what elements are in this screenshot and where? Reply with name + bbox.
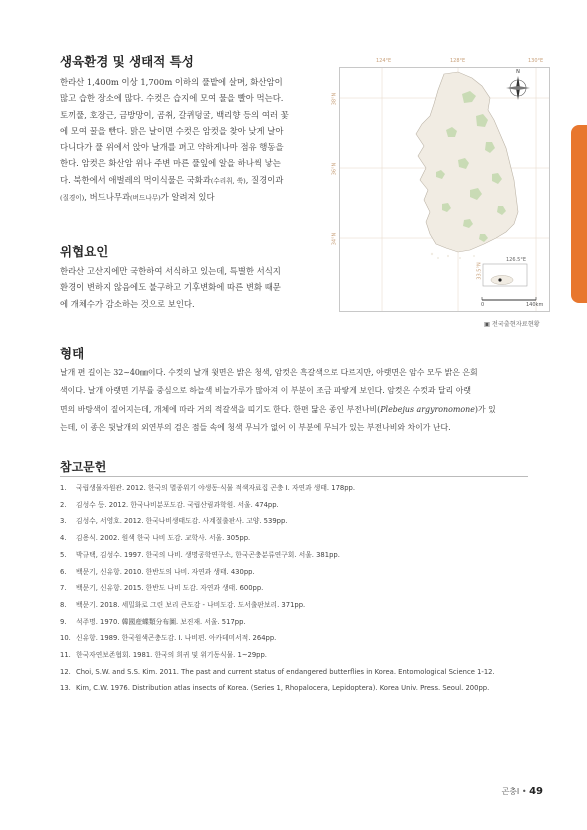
reference-number: 4. xyxy=(60,534,67,543)
habitat-line: 많고 습한 장소에 많다. 수컷은 습지에 모여 물을 빨아 먹는다. xyxy=(60,93,284,104)
map-caption-text: 전국출현자료현황 xyxy=(491,321,540,328)
map-caption xyxy=(484,319,540,328)
lat-label: 38°N xyxy=(331,92,338,106)
habitat-heading: 생육환경 및 생태적 특성 xyxy=(60,54,194,69)
lat-label: 34°N xyxy=(331,232,338,246)
inset-lon-label: 126.5°E xyxy=(506,257,526,263)
habitat-line: 다니다가 풀 위에서 앉아 날개를 펴고 약하게나마 점유 행동을 xyxy=(60,142,284,153)
scale-bar xyxy=(482,297,536,300)
page-number: 49 xyxy=(529,786,543,797)
north-label: N xyxy=(516,69,520,75)
reference-number: 6. xyxy=(60,567,67,576)
scientific-name: Plebejus argyronomone xyxy=(380,404,475,414)
habitat-plant-note: (수리취, 쑥) xyxy=(210,176,246,185)
reference-text: 백문기, 신유항. 2010. 한반도의 나비. 자연과 생태. 430pp. xyxy=(76,567,255,576)
threat-heading: 위협요인 xyxy=(60,244,109,259)
reference-text: 김용식. 2002. 원색 한국 나비 도감. 교학사. 서울. 305pp. xyxy=(76,534,251,543)
chapter-tab xyxy=(571,125,587,303)
reference-item xyxy=(60,630,495,647)
scale-start-label: 0 xyxy=(481,302,485,308)
lon-label: 128°E xyxy=(450,58,466,64)
habitat-line: 한라산 1,400m 이상 1,700m 이하의 풀밭에 살며, 화산암이 xyxy=(60,77,283,87)
threat-line: 한라산 고산지에만 국한하여 서식하고 있는데, 특별한 서식지 xyxy=(60,266,281,276)
habitat-plant-note: (버드나무) xyxy=(130,194,161,203)
reference-item xyxy=(60,547,495,564)
habitat-line xyxy=(60,172,289,189)
distribution-map xyxy=(331,58,550,312)
reference-text: 백문기. 2018. 세밀화로 그린 보리 큰도감 - 나비도감. 도서출판보리. 371pp. xyxy=(76,600,306,609)
reference-item xyxy=(60,647,495,664)
habitat-line: 에 모여 꿀을 빤다. 맑은 날이면 수컷은 암컷을 찾아 낮게 날아 xyxy=(60,125,284,136)
reference-text: 국립생물자원관. 2012. 한국의 멸종위기 야생동·식물 적색자료집 곤충 I. 자연과 생태. 178pp. xyxy=(76,484,356,492)
morphology-paragraph xyxy=(60,364,496,437)
jeju-island xyxy=(491,276,513,285)
morphology-line-text: )가 있 xyxy=(474,404,496,414)
lon-label: 124°E xyxy=(376,58,392,64)
reference-text: 김성수, 서영호. 2012. 한국나비생태도감. 사계절출판사. 고양. 539pp. xyxy=(76,517,288,526)
reference-item xyxy=(60,480,495,497)
reference-item xyxy=(60,564,495,581)
morphology-heading: 형태 xyxy=(60,346,85,361)
reference-number: 12. xyxy=(60,667,71,676)
reference-number: 8. xyxy=(60,600,67,609)
reference-number: 2. xyxy=(60,500,67,509)
scale-end-label: 140km xyxy=(526,302,544,308)
habitat-line xyxy=(60,189,289,206)
inset-lat-label: 33.5°N xyxy=(476,262,483,280)
island xyxy=(437,257,439,259)
reference-item xyxy=(60,614,495,631)
lat-label: 36°N xyxy=(331,162,338,176)
habitat-line-text: , 질경이과 xyxy=(245,174,284,185)
habitat-line: 토끼풀, 호장근, 금방망이, 곰취, 갈퀴덩굴, 백리향 등의 여러 꽃 xyxy=(60,109,289,120)
habitat-line-text: 다. 북한에서 애벌레의 먹이식물은 국화과 xyxy=(60,174,211,185)
north-arrow-icon xyxy=(506,76,530,100)
reference-number: 1. xyxy=(60,484,67,492)
reference-item xyxy=(60,664,495,681)
reference-text: 김성수 등. 2012. 한국나비분포도감. 국립산림과학원. 서울. 474pp. xyxy=(76,500,279,509)
island xyxy=(459,257,461,259)
reference-number: 11. xyxy=(60,651,71,660)
references-divider xyxy=(60,476,528,477)
references-list xyxy=(60,480,495,697)
reference-number: 7. xyxy=(60,584,67,593)
reference-text: 석주명. 1970. 韓國産蝶類分布圖. 보진재. 서울. 517pp. xyxy=(76,617,246,626)
threat-line: 에 개체수가 감소하는 것으로 보인다. xyxy=(60,298,195,309)
threat-paragraph xyxy=(60,263,281,312)
reference-text: 백문기, 신유항. 2015. 한반도 나비 도감. 자연과 생태. 600pp. xyxy=(76,584,264,593)
references-heading: 참고문헌 xyxy=(60,460,107,474)
footer-separator: • xyxy=(521,787,527,796)
reference-item xyxy=(60,497,495,514)
habitat-line: 한다. 암컷은 화산암 위나 주변 마른 풀잎에 알을 하나씩 낳는 xyxy=(60,158,281,169)
island xyxy=(431,253,433,255)
reference-item xyxy=(60,597,495,614)
reference-text: 신유항. 1989. 한국원색곤충도감. I. 나비편. 아카데미서적. 264pp. xyxy=(76,634,277,643)
habitat-line-text: , 버드나무과 xyxy=(84,192,131,203)
reference-item xyxy=(60,513,495,530)
island xyxy=(473,255,475,257)
morphology-line: 날개 편 길이는 32~40㎜이다. 수컷의 날개 윗면은 밝은 청색, 암컷은 흑갈색으로 다르지만, 아랫면은 암수 모두 밝은 은회 xyxy=(60,368,478,377)
island xyxy=(447,255,449,257)
reference-text: Choi, S.W. and S.S. Kim. 2011. The past and current status of endangered butterflies in Korea. Entomological Science 1-12. xyxy=(76,667,495,676)
habitat-paragraph xyxy=(60,74,289,206)
reference-number: 10. xyxy=(60,634,71,643)
morphology-line-text: 면의 바탕색이 짙어지는데, 개체에 따라 거의 적갈색을 띠기도 한다. 한편 닮은 종인 부전나비( xyxy=(60,404,381,414)
reference-item xyxy=(60,680,495,697)
reference-number: 13. xyxy=(60,684,71,693)
reference-number: 9. xyxy=(60,617,67,626)
morphology-line: 색이다. 날개 아랫면 기부를 중심으로 하늘색 비늘가루가 많아져 이 부분이 조금 파랗게 보인다. 암컷은 수컷과 달리 아랫 xyxy=(60,386,472,396)
morphology-line xyxy=(60,401,496,419)
reference-item xyxy=(60,580,495,597)
morphology-line: 는데, 이 종은 뒷날개의 외연부의 검은 점들 속에 청색 무늬가 없어 이 부분에 무늬가 있는 부전나비와 차이가 난다. xyxy=(60,422,451,432)
page-footer xyxy=(501,786,543,797)
reference-number: 3. xyxy=(60,517,67,526)
threat-line: 환경이 변하지 않음에도 불구하고 기후변화에 따른 변화 때문 xyxy=(60,282,281,293)
reference-number: 5. xyxy=(60,550,67,559)
lon-label: 130°E xyxy=(528,58,544,64)
reference-item xyxy=(60,530,495,547)
reference-text: 한국자연보존협회. 1981. 한국의 희귀 및 위기동식물. 1~29pp. xyxy=(76,651,267,660)
habitat-plant-note: (질경이) xyxy=(60,194,85,203)
reference-text: Kim, C.W. 1976. Distribution atlas insects of Korea. (Series 1, Rhopalocera, Lepidoptera). Korea Univ. Press. Seoul. 200pp. xyxy=(76,684,490,693)
occurrence-point xyxy=(498,278,501,281)
map-graphic xyxy=(340,68,549,311)
reference-text: 박규택, 김성수. 1997. 한국의 나비. 생명공학연구소, 한국곤충분류연구회. 서울. 381pp. xyxy=(76,550,340,559)
legend-icon: ▣ xyxy=(484,321,490,328)
habitat-line-text: 가 알려져 있다 xyxy=(160,192,215,203)
footer-label: 곤충Ⅰ xyxy=(501,787,520,796)
